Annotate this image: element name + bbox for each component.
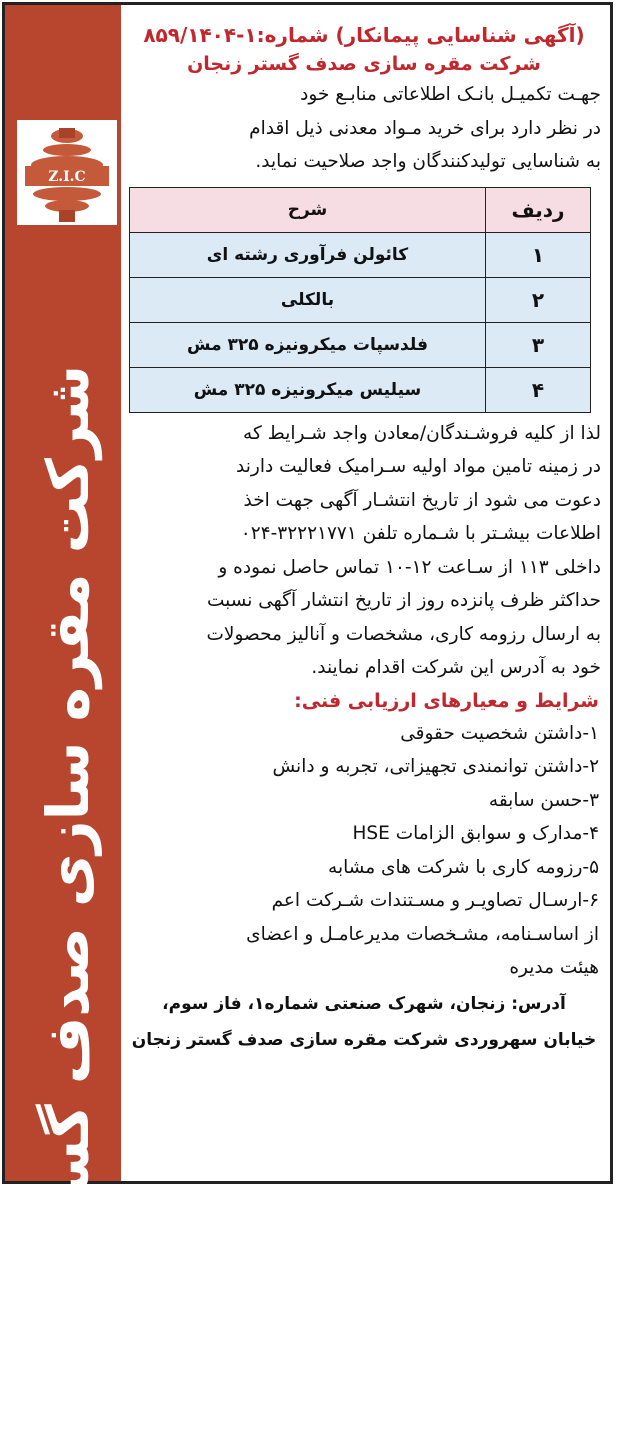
row-description: بالکلی bbox=[130, 277, 486, 322]
criteria-item: از اساسـنامه، مشـخصات مدیرعامـل و اعضای bbox=[246, 923, 599, 945]
body-paragraph bbox=[123, 417, 605, 685]
intro-line: جهـت تكميـل بانـک اطلاعاتی منابـع خود bbox=[300, 84, 601, 105]
row-number: ۲ bbox=[486, 277, 591, 322]
criteria-item: ۶-ارسـال تصاویـر و مسـتندات شـرکت اعم bbox=[271, 890, 599, 911]
body-line: حداکثر ظرف پانزده روز از تاریخ انتشار آگهی نسبت bbox=[206, 590, 601, 611]
intro-line: به شناسایی تولیدکنندگان واجد صلاحیت نماید. bbox=[255, 151, 601, 172]
vertical-company-name: شرکت مقره سازی صدف گستر زنجان bbox=[34, 365, 102, 1445]
intro-line: در نظر دارد برای خرید مـواد معدنی ذیل اقدام bbox=[249, 117, 601, 139]
company-logo-icon bbox=[17, 120, 117, 225]
criteria-item: ۴-مدارک و سوابق الزامات HSE bbox=[352, 823, 599, 844]
body-line: به ارسال رزومه کاری، مشخصات و آنالیز محصولات bbox=[206, 623, 601, 645]
body-line: در زمینه تامین مواد اولیه سـرامیک فعالیت دارند bbox=[236, 456, 601, 477]
row-description: سیلیس میکرونیزه ۳۲۵ مش bbox=[130, 367, 486, 412]
body-line: داخلی ۱۱۳ از سـاعت ۱۲-۱۰ تماس حاصل نموده و bbox=[218, 556, 601, 578]
company-name: شرکت مقره سازی صدف گستر زنجان bbox=[187, 53, 541, 75]
row-description: فلدسپات میکرونیزه ۳۲۵ مش bbox=[130, 322, 486, 367]
intro-paragraph bbox=[123, 78, 605, 179]
materials-table bbox=[129, 187, 591, 413]
criteria-item: ۳-حسن سابقه bbox=[488, 789, 599, 811]
row-description: کائولن فرآوری رشته ای bbox=[130, 232, 486, 277]
row-number: ۱ bbox=[486, 232, 591, 277]
criteria-list bbox=[123, 717, 605, 985]
criteria-item: ۱-داشتن شخصیت حقوقی bbox=[400, 722, 599, 744]
notice-content bbox=[123, 8, 605, 1180]
table-row bbox=[130, 322, 591, 367]
table-row bbox=[130, 277, 591, 322]
body-line: دعوت می شود از تاریخ انتشـار آگهی جهت اخذ bbox=[243, 489, 601, 511]
body-line: اطلاعات بیشـتر با شـماره تلفن ۳۲۲۲۱۷۷۱-۰۲۴ bbox=[240, 523, 601, 544]
table-row bbox=[130, 232, 591, 277]
table-header-row bbox=[130, 187, 591, 232]
body-line: خود به آدرس این شرکت اقدام نمایند. bbox=[311, 657, 601, 678]
row-number: ۳ bbox=[486, 322, 591, 367]
row-number: ۴ bbox=[486, 367, 591, 412]
body-line: لذا از کلیه فروشـندگان/معادن واجد شـرایط که bbox=[243, 422, 601, 444]
criteria-title: شرایط و معیارهای ارزیابی فنی: bbox=[294, 689, 599, 712]
sidebar-band bbox=[5, 5, 121, 1445]
criteria-item: ۲-داشتن توانمندی تجهیزاتی، تجربه و دانش bbox=[272, 756, 599, 777]
notice-title: (آگهی شناسایی پیمانکار) شماره:۱-۸۵۹/۱۴۰۴ bbox=[143, 23, 585, 47]
header-row-number: ردیف bbox=[486, 187, 591, 232]
address-line: خیابان سهروردی شرکت مقره سازی صدف گستر زنجان bbox=[131, 1029, 597, 1050]
header-description: شرح bbox=[130, 187, 486, 232]
table-row bbox=[130, 367, 591, 412]
logo-text: Z.I.C bbox=[48, 169, 86, 185]
address-line: آدرس: زنجان، شهرک صنعتی شماره۱، فاز سوم، bbox=[162, 993, 566, 1014]
criteria-item: ۵-رزومه کاری با شرکت های مشابه bbox=[328, 856, 599, 878]
criteria-item: هیئت مدیره bbox=[509, 957, 599, 978]
